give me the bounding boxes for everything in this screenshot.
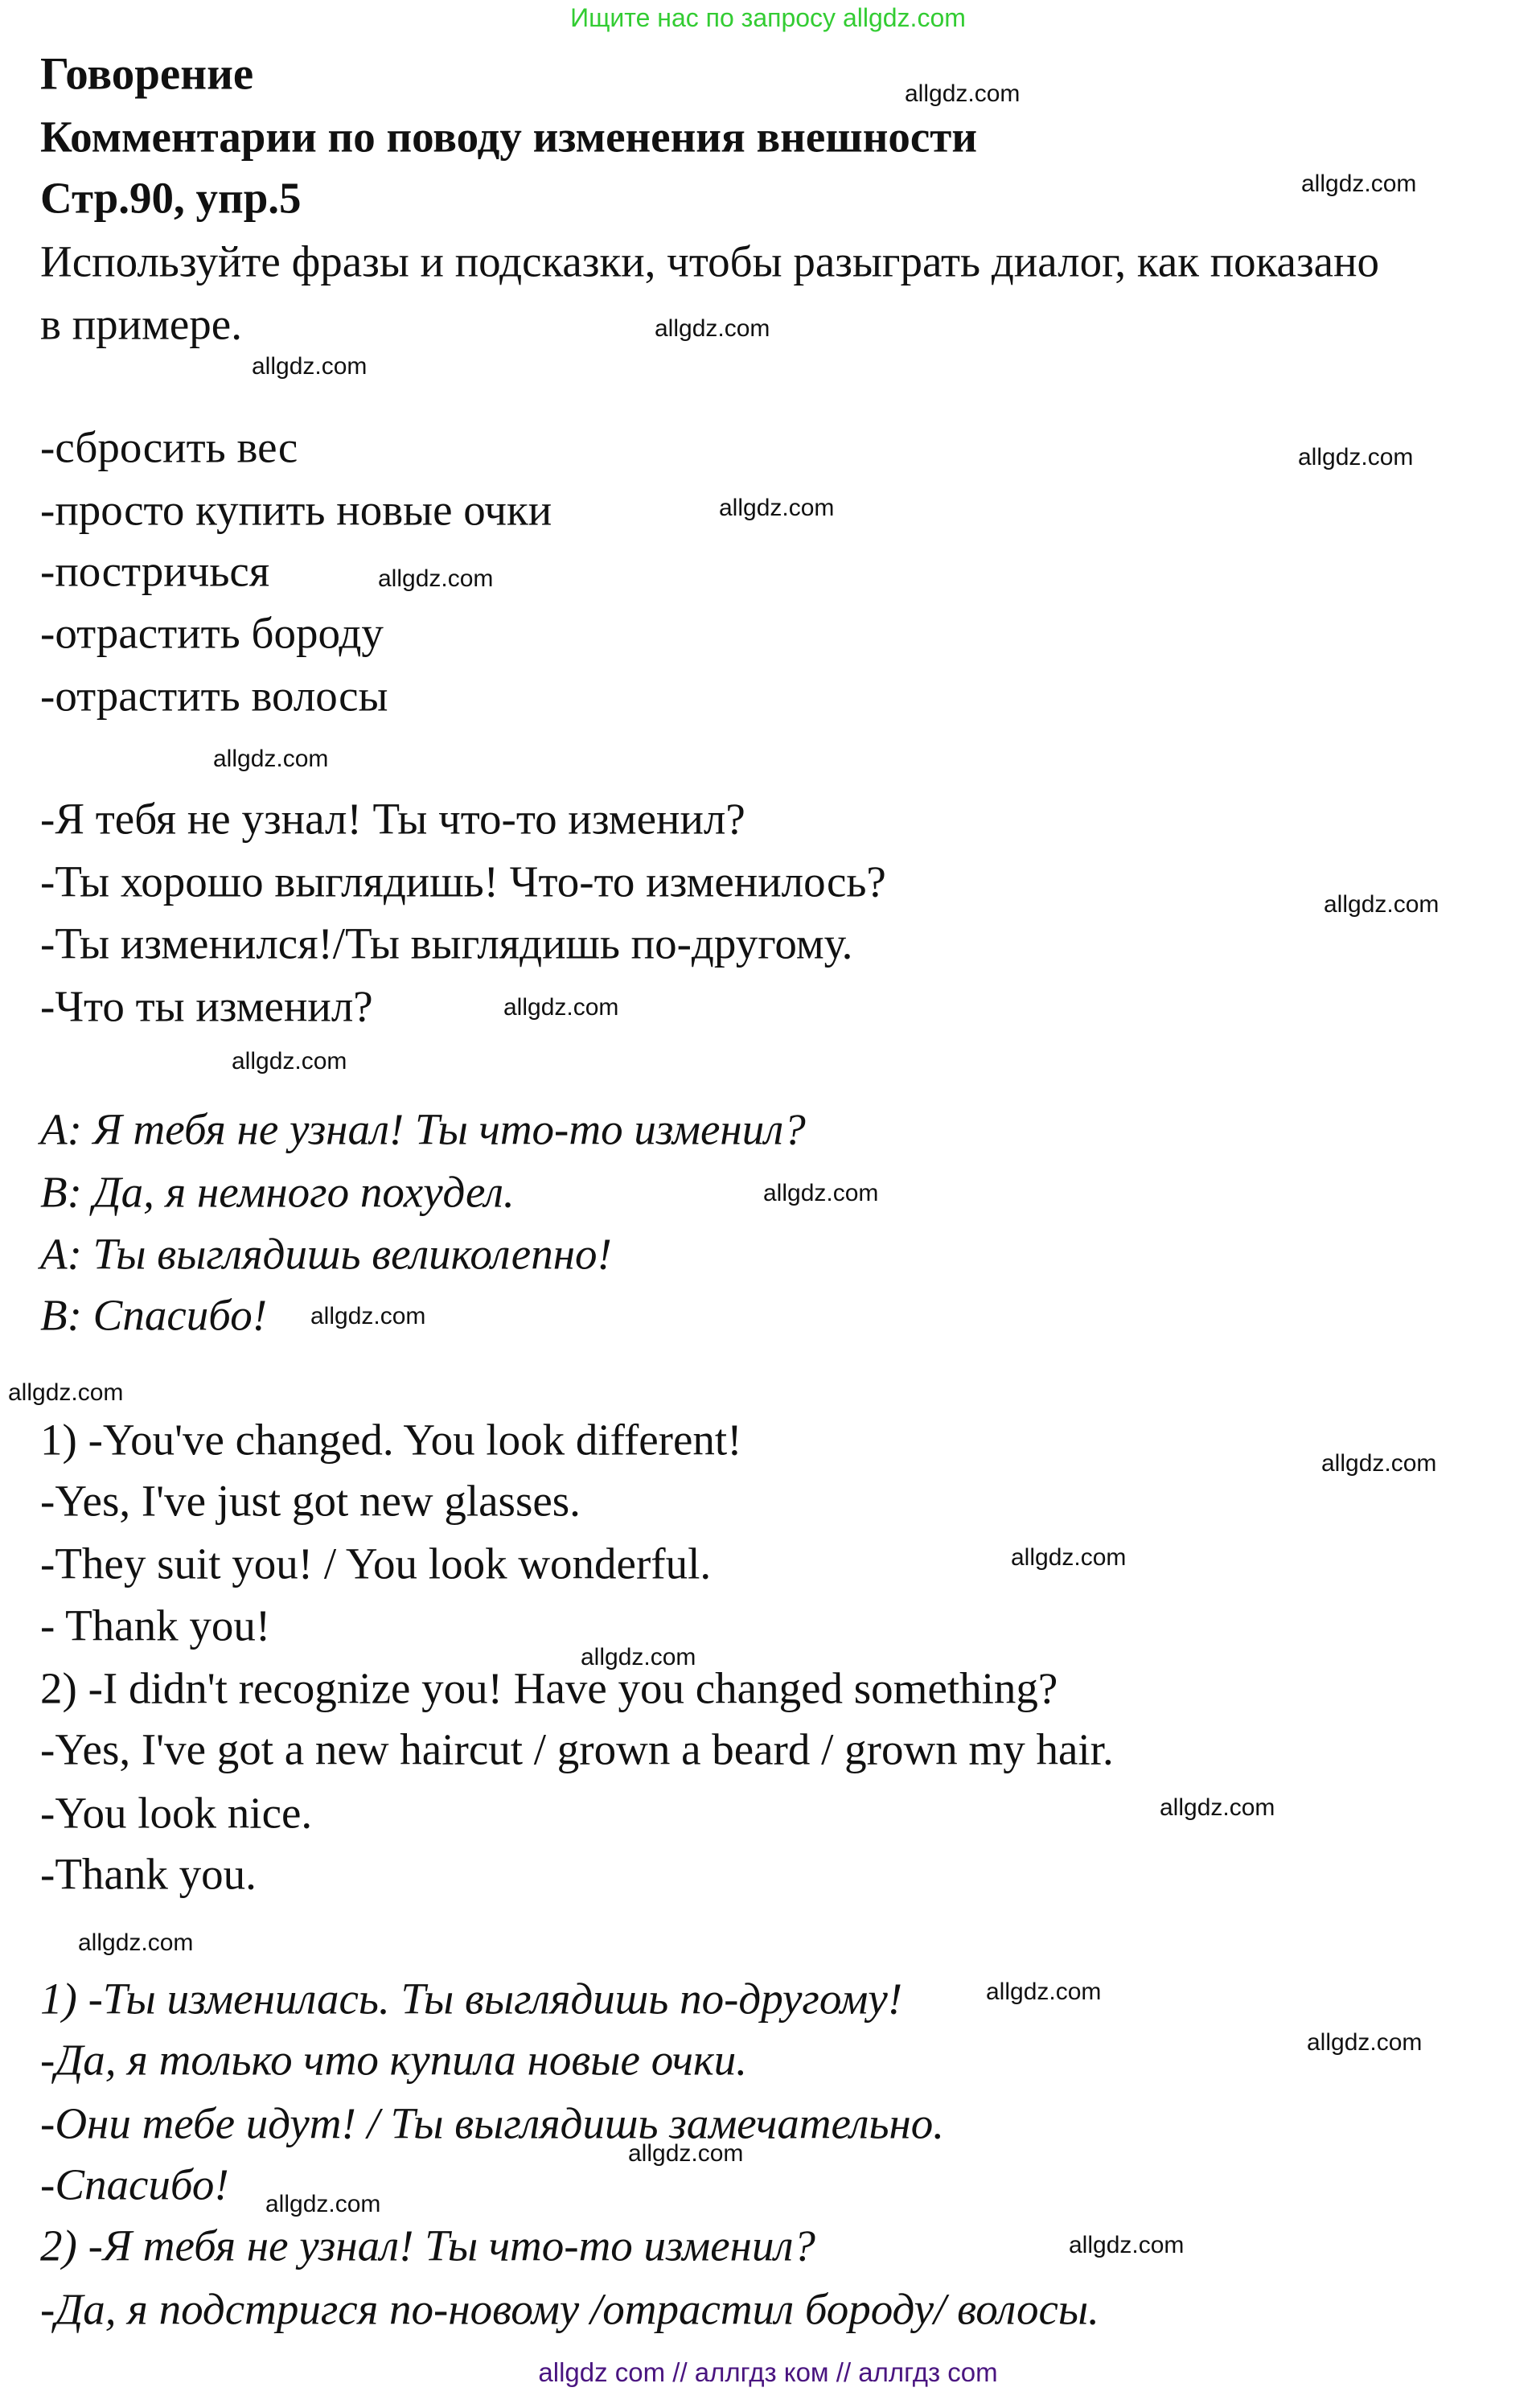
watermark-text: allgdz.com [1307, 2029, 1423, 2056]
text-line: -Yes, I've just got new glasses. [40, 1476, 581, 1526]
watermark-text: allgdz.com [1069, 2232, 1185, 2258]
watermark-text: allgdz.com [581, 1644, 696, 1670]
text-line: 2) -Я тебя не узнал! Ты что-то изменил? [40, 2221, 815, 2270]
text-line: -отрастить бороду [40, 608, 384, 658]
watermark-text: allgdz.com [232, 1048, 347, 1075]
heading-line: Стр.90, упр.5 [40, 173, 302, 223]
text-line: -просто купить новые очки [40, 485, 552, 535]
heading-line: Говорение [40, 48, 254, 100]
watermark-text: allgdz.com [213, 746, 329, 772]
text-line: A: Ты выглядишь великолепно! [40, 1229, 612, 1279]
watermark-text: allgdz.com [8, 1379, 124, 1406]
watermark-text: allgdz.com [1301, 171, 1417, 197]
text-line: B: Спасибо! [40, 1290, 268, 1340]
watermark-text: allgdz.com [252, 353, 368, 380]
footer-watermark: allgdz com // аллгдз ком // аллгдз com [538, 2357, 998, 2387]
watermark-text: allgdz.com [986, 1979, 1102, 2005]
text-line: -Что ты изменил? [40, 981, 373, 1031]
text-line: -Ты хорошо выглядишь! Что-то изменилось? [40, 857, 886, 906]
text-line: 1) -Ты изменилась. Ты выглядишь по-другому! [40, 1974, 903, 2024]
text-line: -отрастить волосы [40, 671, 388, 721]
text-line: -They suit you! / You look wonderful. [40, 1539, 712, 1588]
text-line: -Ты изменился!/Ты выглядишь по-другому. [40, 918, 853, 968]
watermark-text: allgdz.com [628, 2140, 744, 2167]
text-line: -постричься [40, 546, 270, 596]
watermark-text: allgdz.com [503, 994, 619, 1021]
text-line: Используйте фразы и подсказки, чтобы разыграть диалог, как показано [40, 236, 1380, 286]
watermark-text: allgdz.com [905, 80, 1021, 107]
watermark-text: allgdz.com [763, 1180, 879, 1206]
text-line: -Я тебя не узнал! Ты что-то изменил? [40, 794, 745, 844]
watermark-text: allgdz.com [1321, 1450, 1437, 1477]
watermark-text: allgdz.com [1011, 1544, 1127, 1571]
watermark-text: allgdz.com [1160, 1794, 1275, 1821]
heading-line: Комментарии по поводу изменения внешности [40, 112, 978, 162]
watermark-text: allgdz.com [378, 565, 494, 592]
watermark-text: allgdz.com [310, 1303, 426, 1329]
text-line: -Да, я только что купила новые очки. [40, 2035, 747, 2085]
watermark-text: allgdz.com [78, 1929, 194, 1956]
watermark-text: allgdz.com [719, 495, 835, 521]
watermark-text: allgdz.com [1298, 444, 1414, 471]
text-line: - Thank you! [40, 1601, 271, 1650]
text-line: 2) -I didn't recognize you! Have you changed something? [40, 1663, 1058, 1713]
text-line: 1) -You've changed. You look different! [40, 1415, 742, 1465]
text-line: -Да, я подстригся по-новому /отрастил бороду/ волосы. [40, 2284, 1099, 2334]
text-line: -Yes, I've got a new haircut / grown a beard / grown my hair. [40, 1724, 1114, 1774]
text-line: B: Да, я немного похудел. [40, 1167, 515, 1217]
text-line: -Thank you. [40, 1849, 257, 1899]
watermark-text: allgdz.com [265, 2191, 381, 2217]
watermark-text: allgdz.com [655, 315, 770, 342]
text-line: -Они тебе идут! / Ты выглядишь замечательно. [40, 2098, 945, 2148]
search-banner-link[interactable]: Ищите нас по запросу allgdz.com [570, 3, 966, 32]
text-line: -сбросить вес [40, 422, 298, 472]
text-line: A: Я тебя не узнал! Ты что-то изменил? [40, 1104, 806, 1154]
text-line: в примере. [40, 299, 242, 349]
watermark-text: allgdz.com [1324, 891, 1439, 918]
text-line: -Спасибо! [40, 2159, 229, 2209]
text-line: -You look nice. [40, 1788, 313, 1838]
